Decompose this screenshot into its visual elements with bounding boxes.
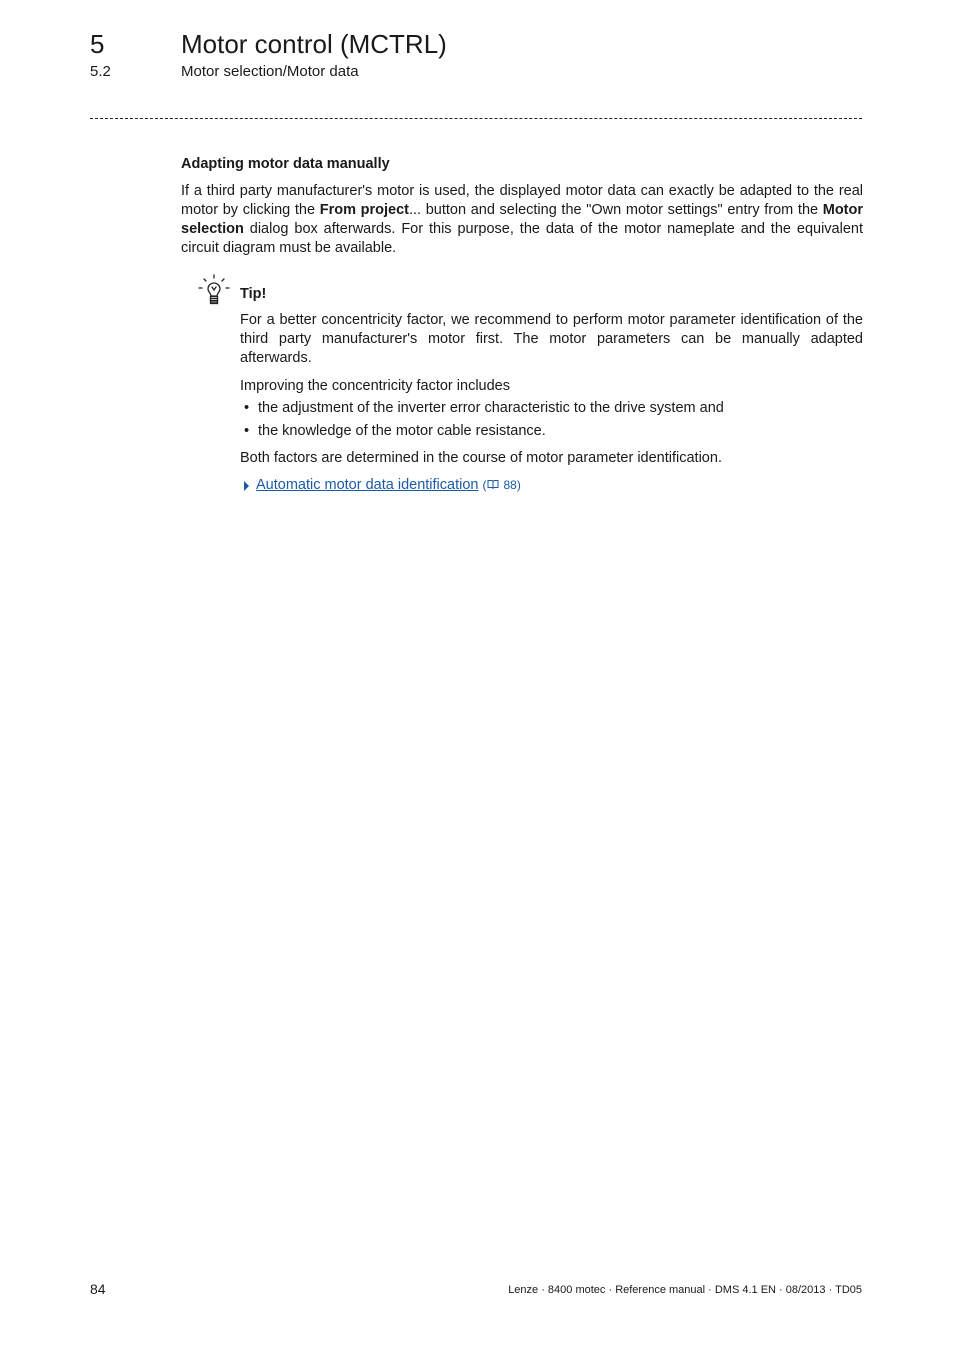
motor-selection-term: Motor selection: [181, 202, 863, 237]
list-item: the adjustment of the inverter error characteristic to the drive system and: [258, 400, 724, 416]
tip-lead-in: Improving the concentricity factor includes: [240, 378, 510, 394]
header-divider: [90, 118, 862, 119]
arrow-right-icon: [244, 481, 249, 491]
intro-paragraph: [181, 182, 863, 258]
tip-label: Tip!: [240, 286, 267, 302]
automatic-motor-data-identification-link[interactable]: Automatic motor data identification: [256, 477, 479, 493]
tip-conclusion: Both factors are determined in the course of motor parameter identification.: [240, 450, 722, 466]
lightbulb-icon: [196, 273, 232, 309]
from-project-term: From project: [319, 202, 409, 218]
cross-reference: [244, 476, 521, 495]
paragraph-text: dialog box afterwards. For this purpose, the data of the motor nameplate and the equivalent circuit diagram must be available.: [181, 221, 863, 256]
paragraph-text: ... button and selecting the "Own motor settings" entry from the: [408, 202, 823, 218]
book-icon: [487, 476, 499, 495]
bullet-marker: •: [244, 423, 250, 439]
chapter-title: Motor control (MCTRL): [181, 29, 447, 59]
page-ref-number: 88: [503, 478, 517, 492]
bullet-marker: •: [244, 400, 250, 416]
paragraph-text: If a third party manufacturer's motor is used, the displayed motor data can exactly be adapted to the real motor by clicking the: [181, 183, 863, 218]
section-number: 5.2: [90, 63, 111, 80]
list-item: the knowledge of the motor cable resistance.: [258, 423, 546, 439]
page-ref-open: (: [482, 478, 487, 492]
page-ref-close: ): [516, 478, 521, 492]
chapter-number: 5: [90, 29, 105, 59]
subsection-heading: Adapting motor data manually: [181, 156, 390, 172]
tip-paragraph: For a better concentricity factor, we recommend to perform motor parameter identification of the third party manufacturer's motor first. The motor parameters can be manually adapted afterwards.: [240, 312, 863, 366]
page-reference[interactable]: [482, 476, 520, 495]
document-info: Lenze · 8400 motec · Reference manual · DMS 4.1 EN · 08/2013 · TD05: [508, 1284, 862, 1296]
section-title: Motor selection/Motor data: [181, 63, 359, 80]
page-number: 84: [90, 1281, 106, 1297]
